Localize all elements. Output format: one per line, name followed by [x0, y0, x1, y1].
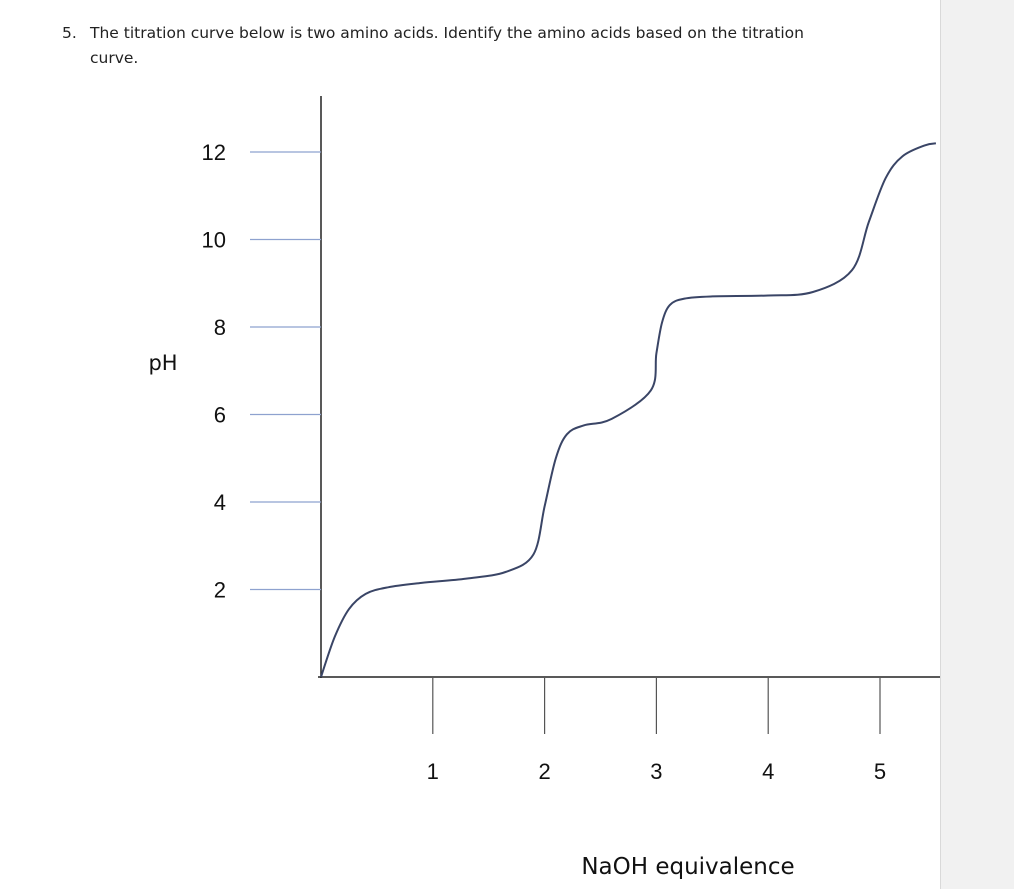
x-tick-label-3: 3 — [650, 759, 663, 784]
x-tick-label-4: 4 — [762, 759, 775, 784]
question-number: 5. — [62, 24, 77, 42]
titration-curve-line — [321, 143, 936, 677]
side-panel — [940, 0, 1014, 889]
y-tick-label-10: 10 — [201, 227, 226, 253]
x-tick-group — [427, 678, 886, 784]
y-tick-group — [202, 140, 321, 603]
x-tick-label-1: 1 — [426, 759, 439, 784]
question-text: The titration curve below is two amino acids. Identify the amino acids based on the titration curve. — [90, 24, 804, 67]
x-tick-label-2: 2 — [538, 759, 551, 784]
chart-axes — [318, 96, 940, 678]
y-axis-label: pH — [148, 351, 178, 375]
y-tick-label-8: 8 — [213, 315, 226, 340]
y-tick-label-4: 4 — [213, 490, 226, 515]
x-axis-label: NaOH equivalence — [581, 854, 795, 880]
y-tick-label-6: 6 — [213, 402, 226, 428]
y-tick-label-12: 12 — [201, 140, 226, 165]
x-tick-label-5: 5 — [873, 759, 887, 784]
y-tick-label-2: 2 — [213, 577, 226, 603]
